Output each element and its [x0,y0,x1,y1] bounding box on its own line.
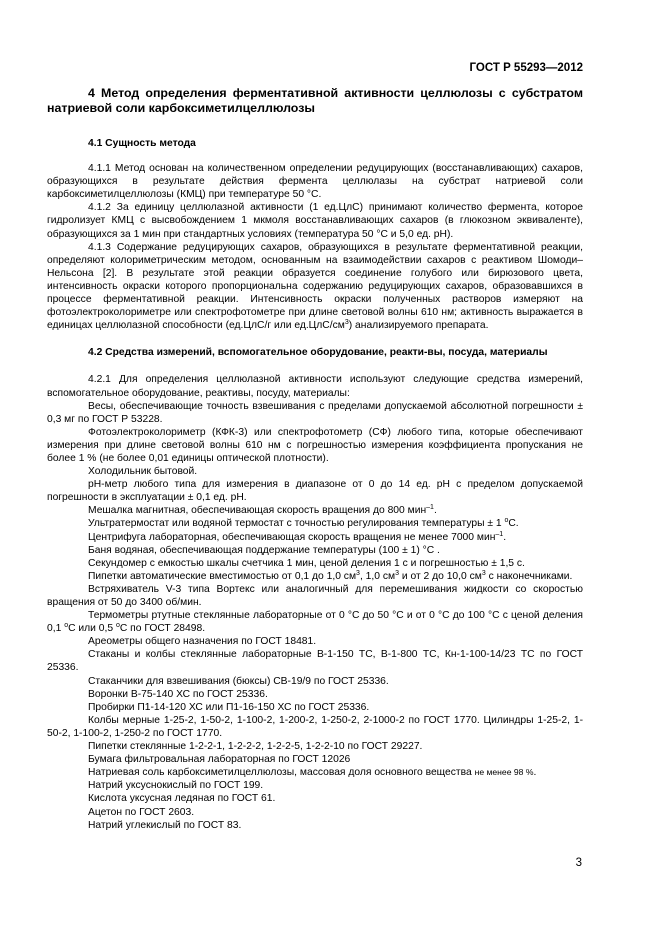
page-number: 3 [575,857,582,869]
pip-sup-2: 3 [395,569,399,577]
pip-sup-3: 3 [481,569,486,577]
item-acetic-acid: Кислота уксусная ледяная по ГОСТ 61. [88,793,276,805]
item-sodium-acetate: Натрий уксуснокислый по ГОСТ 199. [88,780,264,792]
pip-text-c: и от 2 до 10,0 см [398,570,482,582]
item-weighing-cups: Стаканчики для взвешивания (бюксы) СВ-19/9 по ГОСТ 25336. [88,675,389,687]
item-volumetric-flasks: Колбы мерные 1-25-2, 1-50-2, 1-100-2, 1-200-2, 1-250-2, 2-1000-2 по ГОСТ 1770. Цилиндры 1-25-2, 1-50-2, 1-100-2, 1-250-2 по ГОСТ 1770. [47,714,583,739]
cmc-text-b: не менее 98 % [474,767,534,778]
page-content [47,86,583,832]
item-test-tubes: Пробирки П1-14-120 ХС или П1-16-150 ХС по ГОСТ 25336. [88,701,370,713]
item-water-bath: Баня водяная, обеспечивающая поддержание температуры (100 ± 1) °С . [88,544,440,556]
item-cmc-salt [47,766,583,779]
section-4-title: 4 Метод определения ферментативной активности целлюлозы с субстратом натриевой соли карбоксиметилцеллюлозы [47,86,583,115]
mixer-sup: –1 [426,504,434,512]
therm-sup-2: о [115,622,120,630]
item-photometer: Фотоэлектроколориметр (КФК-3) или спектрофотометр (СФ) любого типа, которые обеспечивают измерения при длине световой волны 610 нм с погрешностью измерения коэффициента пропускания не более 1 % (не более 0,01 единицы оптической плотности). [47,426,583,464]
centrifuge-end: . [503,531,507,543]
item-ph-meter: рН-метр любого типа для измерения в диапазоне от 0 до 14 ед. рН с пределом допускаемой погрешности в эксплуатации ± 0,1 ед. рН. [47,479,583,504]
item-centrifuge [47,531,583,544]
item-scales: Весы, обеспечивающие точность взвешивания с пределами допускаемой абсолютной погрешности ± 0,3 мг по ГОСТ Р 53228. [47,400,583,425]
mixer-end: . [433,505,437,517]
p413-superscript: 3 [344,319,349,327]
pip-sup-1: 3 [356,569,360,577]
paragraph-4-1-1: 4.1.1 Метод основан на количественном определении редуцирующих (восстанавливающих) сахаров, образующихся в результате действия фермента целлюлазы на субстрат натриевой соли карбоксиметилцеллюлозы (КМЦ) при температуре 50 °С. [47,163,583,201]
item-thermometers [47,609,583,635]
paragraph-4-1-3 [47,241,583,333]
item-pipettes-auto [47,570,583,583]
item-stopwatch: Секундомер с емкостью шкалы счетчика 1 мин, ценой деления 1 с и погрешностью ± 1,5 с. [88,557,525,569]
thermostat-text: Ультратермостат или водяной термостат с точностью регулирования температуры ± 1 [88,518,505,530]
item-glass-pipettes: Пипетки стеклянные 1-2-2-1, 1-2-2-2, 1-2-2-5, 1-2-2-10 по ГОСТ 29227. [88,741,423,753]
paragraph-4-2-1: 4.2.1 Для определения целлюлазной активности используют следующие средства измерений, вспомогательное оборудование, реактивы, посуду, материалы: [47,374,583,399]
therm-text-b: С или 0,5 [68,623,116,635]
pip-text-d: с наконечниками. [485,570,573,582]
item-areometers: Ареометры общего назначения по ГОСТ 18481. [88,636,317,648]
thermostat-end: С. [508,518,519,530]
mixer-text: Мешалка магнитная, обеспечивающая скорость вращения до 800 мин [88,505,427,517]
thermostat-sup: о [504,517,509,525]
cmc-text-a: Натриевая соль карбоксиметилцеллюлозы, массовая доля основного вещества [88,767,475,779]
item-funnels: Воронки В-75-140 ХС по ГОСТ 25336. [88,688,268,700]
p413-tail: ) анализируемого препарата. [348,320,489,332]
item-glassware: Стаканы и колбы стеклянные лабораторные В-1-150 ТС, В-1-800 ТС, Кн-1-100-14/23 ТС по ГОСТ 25336. [47,649,583,674]
item-filter-paper: Бумага фильтровальная лабораторная по ГОСТ 12026 [88,754,351,766]
therm-sup-1: о [64,622,69,630]
item-mixer [47,504,583,517]
pip-text-a: Пипетки автоматические вместимостью от 0,1 до 1,0 см [88,570,357,582]
section-4-2-title: 4.2 Средства измерений, вспомогательное оборудование, реакти-вы, посуда, материалы [88,347,548,359]
item-fridge: Холодильник бытовой. [88,466,198,478]
section-4-1-title: 4.1 Сущность метода [88,138,196,149]
document-id: ГОСТ Р 55293—2012 [469,62,583,74]
item-thermostat [47,517,583,530]
therm-text-c: С по ГОСТ 28498. [119,623,206,635]
item-sodium-carbonate: Натрий углекислый по ГОСТ 83. [88,819,242,831]
paragraph-4-1-2: 4.1.2 За единицу целлюлазной активности (1 ед.ЦлС) принимают количество фермента, которое гидролизует КМЦ с высвобождением 1 мкмоля восстанавливающих сахаров (в глюкозном эквиваленте), образующихся за 1 мин при стандартных условиях (температура 50 °С и 5,0 ед. рН). [47,202,583,240]
therm-text-a: Термометры ртутные стеклянные лабораторные от 0 °С до 50 °С и от 0 °С до 100 °С с ценой деления 0,1 [47,610,583,635]
item-acetone: Ацетон по ГОСТ 2603. [88,806,195,818]
p413-text: 4.1.3 Содержание редуцирующих сахаров, образующихся в результате ферментативной реакции, определяют колориметрическим методом, основанным на взаимодействии сахаров с реактивом Шомоди–Нельсона [2]. В результате этой реакции образуется соединение голубого или бирюзового цвета, интенсивность окраски которого пропорциональна содержанию редуцирующих сахаров, образовавшихся в процессе ферментативной реакции. Интенсивность окраски полученных растворов измеряют на фотоэлектроколориметре или спектрофотометре при длине световой волны 610 нм; активность выражается в единицах целлюлазной способности (ед.ЦлС/г или ед.ЦлС/см [47,241,583,332]
centrifuge-text: Центрифуга лабораторная, обеспечивающая скорость вращения не менее 7000 мин [88,531,496,543]
pip-text-b: , 1,0 см [359,570,396,582]
cmc-text-c: . [533,767,537,779]
item-vortex: Встряхиватель V-3 типа Вортекс или аналогичный для перемешивания жидкости со скоростью вращения от 50 до 3400 об/мин. [47,583,583,608]
centrifuge-sup: –1 [495,530,504,538]
